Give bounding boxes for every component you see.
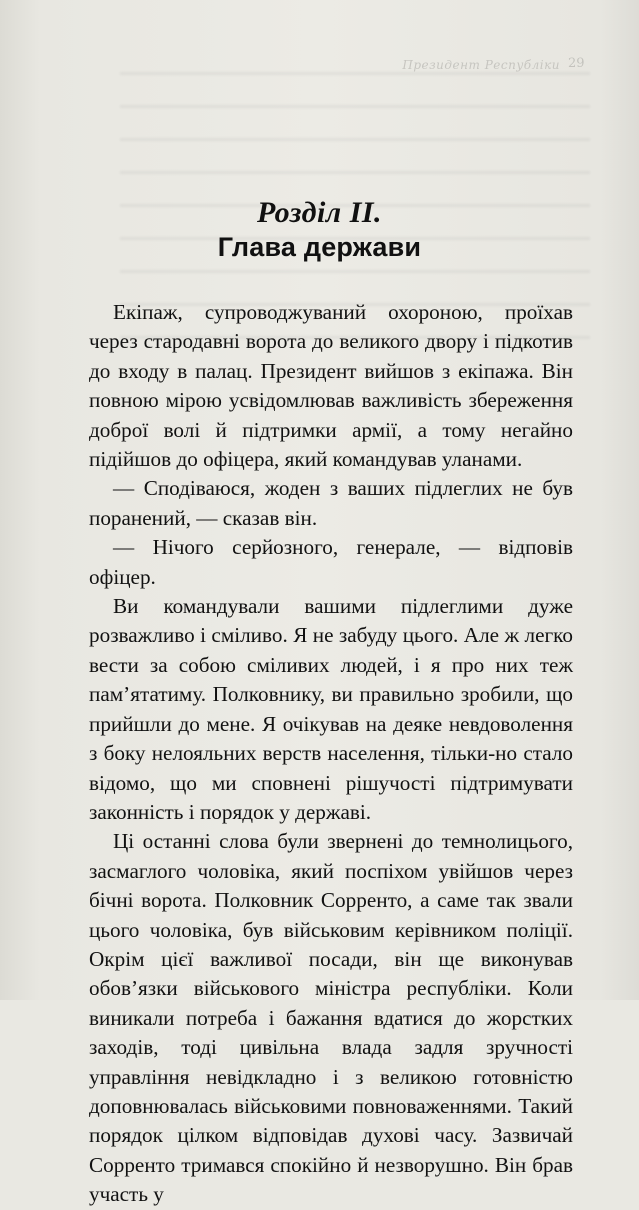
dialogue-line: — Сподіваюся, жоден з ваших підлеглих не був поранений, — сказав він. bbox=[89, 476, 573, 530]
chapter-title: Розділ II. bbox=[256, 196, 383, 229]
running-head: Президент Республіки bbox=[402, 58, 560, 72]
dialogue-line: — Нічого серйозного, генерале, — відповів офіцер. bbox=[89, 535, 573, 589]
chapter-subtitle: Глава держави bbox=[217, 232, 422, 262]
page-number: 29 bbox=[568, 56, 585, 71]
paragraph: Ви командували вашими підлеглими дуже розважливо і сміливо. Я не забуду цього. Але ж легко вести за собою сміливих людей, і я про них теж пам’ятатиму. Полковнику, ви правильно зробили, що прийшли до мене. Я очікував на деяке невдоволення з боку нелояльних верств населення, тільки-но стало відомо, що ми сповнені рішучості підтримувати законність і порядок у державі. bbox=[89, 594, 573, 824]
body-text bbox=[89, 298, 573, 1210]
paragraph: Екіпаж, супроводжуваний охороною, проїхав через стародавні ворота до великого двору і підкотив до входу в палац. Президент вийшов з екіпажа. Він повною мірою усвідомлював важливість збереження доброї волі й підтримки армії, а тому негайно підійшов до офіцера, який командував уланами. bbox=[89, 300, 573, 472]
paragraph: Ці останні слова були звернені до темнолицього, засмаглого чоловіка, який поспіхом увійшов через бічні ворота. Полковник Сорренто, а саме так звали цього чоловіка, був військовим керівником поліції. Окрім цієї важливої посади, він ще виконував обов’язки військового міністра республіки. Коли виникали потреба і бажання вдатися до жорстких заходів, тоді цивільна влада задля зручності управління невідкладно і з великою готовністю доповнювалась військовими повноваженнями. Такий порядок цілком відповідав духові часу. Зазвичай Сорренто тримався спокійно й незворушно. Він брав участь у bbox=[89, 829, 573, 1207]
